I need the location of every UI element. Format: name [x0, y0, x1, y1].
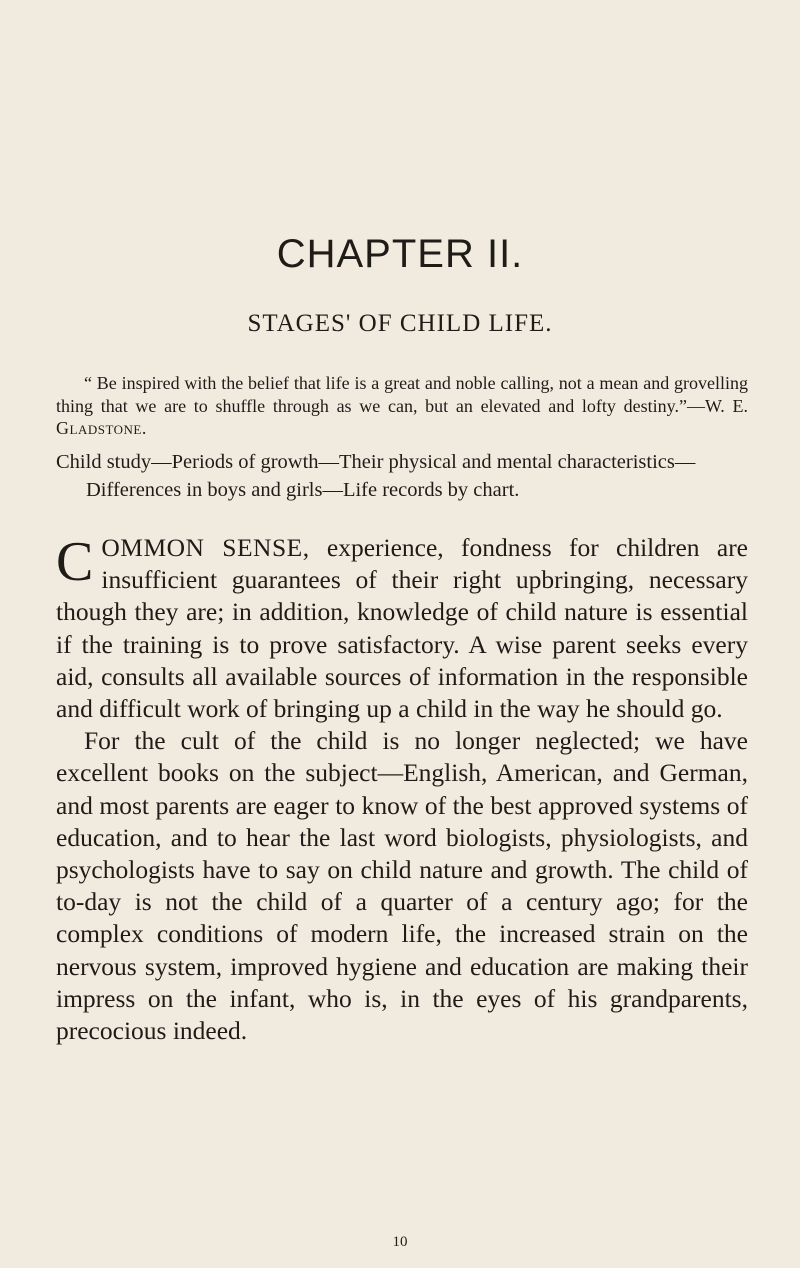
epigraph — [56, 372, 748, 440]
paragraph-2: For the cult of the child is no longer neglected; we have excellent books on the subject—English, American, and German, and most parents are eager to know of the best approved systems of education, and to hear the last word biologists, physiologists, and psychologists have to say on child nature and growth. The child of to-day is not the child of a quarter of a century ago; for the complex conditions of modern life, the increased strain on the nervous system, improved hygiene and education are making their impress on the infant, who is, in the eyes of his grandparents, precocious indeed. — [56, 726, 748, 1046]
chapter-summary: Child study—Periods of growth—Their physical and mental characteristics—Differences in boys and girls—Life records by chart. — [56, 451, 696, 501]
drop-cap: C — [56, 531, 94, 593]
epigraph-author: Gladstone. — [56, 418, 147, 438]
page-number: 10 — [392, 1234, 408, 1250]
paragraph-lead: OMMON SENSE, — [101, 533, 310, 562]
epigraph-quote: “ Be inspired with the belief that life is a great and noble calling, not a mean and grovelling thing that we are to shuffle through as we can, but an elevated and lofty destiny.”—W. E. — [56, 373, 748, 416]
paragraph-1 — [56, 532, 748, 725]
chapter-title: STAGES' OF CHILD LIFE. — [247, 310, 553, 337]
body-text — [56, 532, 748, 1047]
chapter-heading: CHAPTER II. — [276, 232, 524, 276]
paragraph-1-text: experience, fondness for children are insufficient guarantees of their right upbringing, necessary though they are; in addition, knowledge of child nature is essential if the training is to prove satisfactory. A wise parent seeks every aid, consults all available sources of information in the responsible and difficult work of bringing up a child in the way he should go. — [56, 533, 748, 724]
